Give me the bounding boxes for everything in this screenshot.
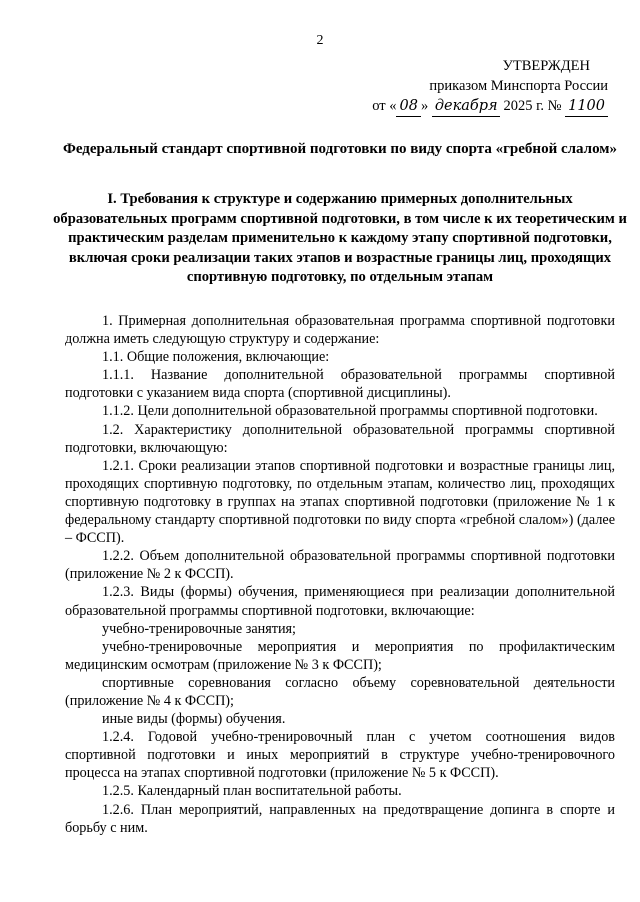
approval-number: 1100 [565,96,608,117]
paragraph: 1.1. Общие положения, включающие: [102,349,330,366]
page-number: 2 [316,33,324,48]
approval-order-line: приказом Минспорта России [429,78,608,94]
document-body [65,312,615,837]
paragraph: 1.1.1. Название дополнительной образовательной программы спортивной подготовки с указанием вида спорта (спортивной дисциплины). [65,367,615,402]
paragraph: иные виды (формы) обучения. [102,711,286,728]
paragraph: 1.2. Характеристику дополнительной образовательной программы спортивной подготовки, включающую: [65,421,615,456]
paragraph: учебно-тренировочные занятия; [102,620,297,637]
paragraph: учебно-тренировочные мероприятия и мероприятия по профилактическим медицинским осмотрам (приложение № 3 к ФССП); [65,638,615,673]
approval-date-line [372,96,608,117]
paragraph: 1.2.3. Виды (формы) обучения, применяющиеся при реализации дополнительной образовательной программы спортивной подготовки, включающие: [65,584,615,619]
approval-month: декабря [432,96,500,117]
paragraph: 1. Примерная дополнительная образовательная программа спортивной подготовки должна иметь следующую структуру и содержание: [65,313,615,348]
approval-day: 08 [396,96,420,117]
approval-from: от « [372,98,397,114]
paragraph: 1.1.2. Цели дополнительной образовательной программы спортивной подготовки. [102,403,598,420]
section-title: I. Требования к структуре и содержанию примерных дополнительных образовательных программ спортивной подготовки, в том числе к их теоретическим и практическим разделам применительно к каждому этапу спортивной подготовки, включая сроки реализации таких этапов и возрастные границы лиц, проходящих спортивную подготовку, по отдельным этапам [53,191,627,285]
paragraph: 1.2.4. Годовой учебно-тренировочный план с учетом соотношения видов спортивной подготовки и иных мероприятий в структуре учебно-тренировочного процесса на этапах спортивной подготовки (приложение № 5 к ФССП). [65,729,615,782]
paragraph: 1.2.1. Сроки реализации этапов спортивной подготовки и возрастные границы лиц, проходящих спортивную подготовку, по отдельным этапам, количество лиц, проходящих спортивную подготовку в группах на этапах спортивной подготовки (приложение № 1 к федеральному стандарту спортивной подготовки по виду спорта «гребной слалом») (далее – ФССП). [65,457,615,547]
approval-year: 2025 г. № [503,98,562,114]
approval-title: УТВЕРЖДЕН [502,58,590,74]
paragraph: спортивные соревнования согласно объему соревновательной деятельности (приложение № 4 к ФССП); [65,674,615,709]
paragraph: 1.2.5. Календарный план воспитательной работы. [102,783,402,800]
paragraph: 1.2.2. Объем дополнительной образовательной программы спортивной подготовки (приложение № 2 к ФССП). [65,548,615,583]
approval-mid: » [420,98,429,114]
paragraph: 1.2.6. План мероприятий, направленных на предотвращение допинга в спорте и борьбу с ним. [65,801,615,836]
document-title: Федеральный стандарт спортивной подготовки по виду спорта «гребной слалом» [62,141,618,157]
approval-block [372,56,608,117]
